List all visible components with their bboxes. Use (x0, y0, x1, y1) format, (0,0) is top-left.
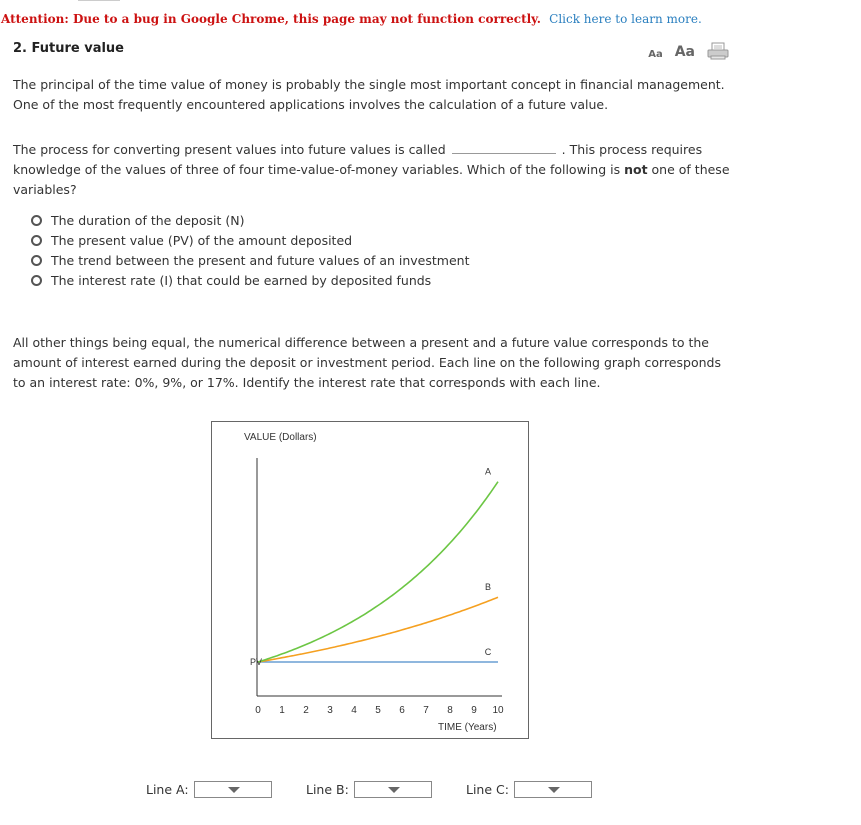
radio-button[interactable] (31, 235, 42, 246)
print-icon[interactable] (707, 42, 729, 60)
series-label-a: A (484, 466, 492, 477)
intro-paragraph: The principal of the time value of money is probably the single most important concept in financial management. One of the most frequently encountered applications involves the calculation of a future value. (13, 77, 725, 112)
line-a-group (146, 781, 272, 798)
line-b-group (306, 781, 432, 798)
learn-more-link[interactable]: Click here to learn more. (549, 12, 702, 26)
line-a-label: Line A: (146, 782, 189, 797)
x-tick-label: 2 (303, 705, 309, 716)
variable-options (31, 210, 469, 290)
series-line-b (258, 597, 498, 662)
x-tick-label: 7 (423, 705, 429, 716)
option-label: The interest rate (I) that could be earned by deposited funds (51, 272, 432, 288)
pv-label: PV (250, 657, 263, 667)
graph-intro-paragraph: All other things being equal, the numerical difference between a present and a future value corresponds to the amount of interest earned during the deposit or investment period. Each line on the following graph corresponds to an interest rate: 0%, 9%, or 17%. Identify the interest rate that corresponds with each line. (13, 335, 721, 390)
x-tick-label: 3 (327, 705, 333, 716)
font-size-small-button[interactable]: Aa (648, 49, 663, 60)
top-divider (78, 0, 120, 1)
x-tick-label: 4 (351, 705, 357, 716)
attention-text: Attention: Due to a bug in Google Chrome, this page may not function correctly. (1, 12, 541, 26)
x-tick-label: 5 (375, 705, 381, 716)
option-duration[interactable] (31, 210, 469, 230)
x-tick-label: 0 (255, 705, 261, 716)
x-tick-label: 10 (492, 705, 504, 716)
process-text-end: one of these variables? (13, 162, 730, 197)
series-line-a (258, 482, 498, 662)
line-b-select[interactable] (354, 781, 432, 798)
line-c-group (466, 781, 592, 798)
x-tick-label: 9 (471, 705, 477, 716)
future-value-chart (211, 421, 529, 739)
y-axis-label: VALUE (Dollars) (244, 432, 317, 443)
line-c-select[interactable] (514, 781, 592, 798)
line-c-label: Line C: (466, 782, 509, 797)
option-interest-rate[interactable] (31, 270, 469, 290)
radio-button[interactable] (31, 255, 42, 266)
x-tick-label: 6 (399, 705, 405, 716)
x-tick-label: 1 (279, 705, 285, 716)
chrome-bug-banner (1, 12, 702, 26)
question-title: 2. Future value (13, 41, 124, 56)
x-tick-label: 8 (447, 705, 453, 716)
process-text-after: . This process requires knowledge of the values of three of four time-value-of-money variables. Which of the following is (13, 142, 703, 177)
radio-button[interactable] (31, 215, 42, 226)
x-axis-label: TIME (Years) (438, 722, 497, 733)
line-b-label: Line B: (306, 782, 349, 797)
series-label-c: C (484, 647, 492, 657)
series-label-b: B (484, 582, 492, 593)
font-size-large-button[interactable]: Aa (674, 44, 695, 60)
answer-selects (0, 781, 861, 801)
process-paragraph (13, 139, 733, 200)
process-name-blank[interactable] (452, 139, 556, 154)
option-label: The present value (PV) of the amount deposited (51, 232, 353, 248)
radio-button[interactable] (31, 275, 42, 286)
dropdown-arrow-icon (548, 787, 560, 793)
text-tools (648, 42, 729, 60)
option-trend[interactable] (31, 250, 469, 270)
option-present-value[interactable] (31, 230, 469, 250)
option-label: The duration of the deposit (N) (51, 212, 245, 228)
dropdown-arrow-icon (228, 787, 240, 793)
option-label: The trend between the present and future values of an investment (51, 252, 470, 268)
line-a-select[interactable] (194, 781, 272, 798)
chart-svg (212, 422, 528, 738)
process-text-before: The process for converting present values into future values is called (13, 142, 446, 157)
process-not-emphasis: not (624, 162, 648, 177)
dropdown-arrow-icon (388, 787, 400, 793)
